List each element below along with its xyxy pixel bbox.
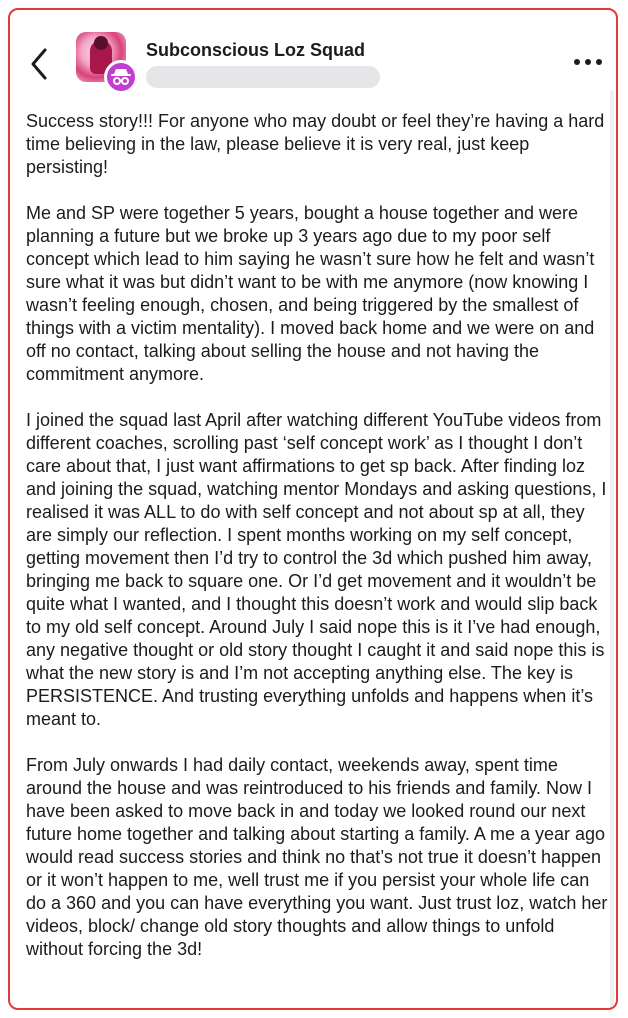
redacted-author-info: [146, 66, 380, 88]
post-paragraph: From July onwards I had daily contact, weekends away, spent time around the house and was reintroduced to his friends and family. Now I have been asked to move back in and today we looked round our next future home together and talking about starting a family. A me a year ago would read success stories and think no that’s not true it doesn’t happen or it won’t happen to me, well trust me if you persist your whole life can do a 360 and you can have everything you want. Just trust loz, watch her videos, block/ change old story thoughts and allow things to unfold without forcing the 3d!: [26, 755, 608, 959]
scrollbar[interactable]: [610, 90, 614, 1010]
back-button[interactable]: [28, 46, 52, 82]
post-header: [10, 10, 616, 100]
chevron-left-icon: [28, 46, 52, 82]
post-body: [26, 110, 610, 984]
incognito-icon: [107, 63, 135, 91]
more-options-button[interactable]: [572, 54, 604, 70]
group-name[interactable]: Subconscious Loz Squad: [146, 40, 366, 60]
more-horizontal-icon: [572, 54, 604, 70]
anonymous-badge: [104, 60, 138, 94]
post-paragraph: Me and SP were together 5 years, bought a house together and were planning a future but we broke up 3 years ago due to my poor self concept which lead to him saying he wasn’t sure how he felt and wasn’t sure what it was but didn’t want to be with me anymore (now knowing I wasn’t feeling enough, chosen, and being triggered by the smallest of things with a victim mentality). I moved back home and we were on and off no contact, talking about selling the house and not having the commitment anymore.: [26, 203, 595, 384]
group-avatar-container[interactable]: [76, 32, 138, 94]
post-paragraph: Success story!!! For anyone who may doubt or feel they’re having a hard time believing in the law, please believe it is very real, just keep persisting!: [26, 111, 605, 177]
post-paragraph: I joined the squad last April after watching different YouTube videos from different coaches, scrolling past ‘self concept work’ as I thought I don’t care about that, I just want affirmations to get sp back. After finding loz and joining the squad, watching mentor Mondays and asking questions, I realised it was ALL to do with self concept and not about sp at all, they are simply our reflection. I spent months working on my self concept, getting movement then I’d try to control the 3d which pushed him away, bringing me back to square one. Or I’d get movement and it wouldn’t be quite what I wanted, and I thought this doesn’t work and would slip back to my old self concept. Around July I said nope this is it I’ve had enough, any negative thought or old story thought I caught it and said nope this is what the new story is and I’m not accepting anything else. The key is PERSISTENCE. And trusting everything unfolds and happens when it’s meant to.: [26, 410, 607, 729]
avatar-figure-head: [94, 36, 108, 50]
post-screen: [8, 8, 618, 1010]
